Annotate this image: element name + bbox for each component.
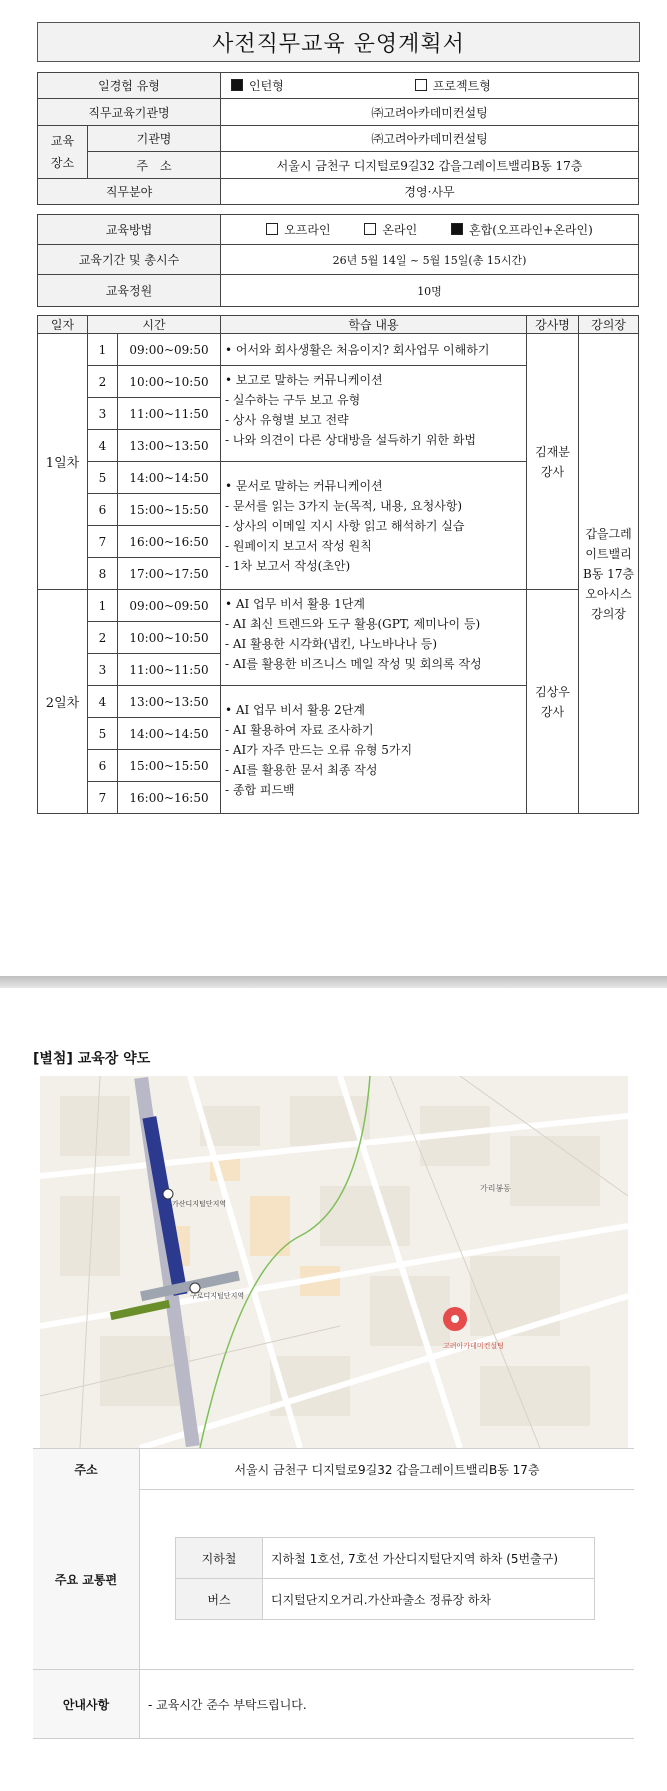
header-time: 시간 — [88, 316, 221, 334]
checked-box-icon — [451, 223, 463, 235]
address-value: 서울시 금천구 디지털로9길32 갑을그레이트밸리B동 17층 — [234, 1462, 540, 1477]
content-block: • AI 업무 비서 활용 2단계 - AI 활용하여 자료 조사하기 - AI가 자주 만드는 오류 유형 5가지 - AI를 활용한 문서 최종 작성 - 종합 피드백 — [221, 686, 527, 814]
period-time: 15:00~15:50 — [118, 494, 221, 526]
period-time: 14:00~14:50 — [118, 462, 221, 494]
type-option-project[interactable]: 프로젝트형 — [415, 77, 491, 94]
org-label: 기관명 — [88, 126, 221, 152]
header-content: 학습 내용 — [221, 316, 527, 334]
org-value: ㈜고려아카데미컨설팅 — [221, 126, 639, 152]
method-options — [221, 215, 639, 245]
period-time: 13:00~13:50 — [118, 686, 221, 718]
transit-row — [33, 1489, 634, 1670]
day2-label: 2일차 — [38, 590, 88, 814]
field-label: 직무분야 — [38, 179, 221, 205]
period-time: 10:00~10:50 — [118, 366, 221, 398]
transit-table — [175, 1537, 595, 1620]
period-value: 26년 5월 14일 ~ 5월 15일(총 15시간) — [221, 245, 639, 275]
period-number: 4 — [88, 430, 118, 462]
period-time: 17:00~17:50 — [118, 558, 221, 590]
content-block: • 보고로 말하는 커뮤니케이션 - 실수하는 구두 보고 유형 - 상사 유형별 보고 전략 - 나와 의견이 다른 상대방을 설득하기 위한 화법 — [221, 366, 527, 462]
instructor-2: 김상우 강사 — [527, 590, 579, 814]
instructor-1: 김재분 강사 — [527, 334, 579, 590]
period-number: 3 — [88, 654, 118, 686]
period-time: 11:00~11:50 — [118, 654, 221, 686]
content-block: • AI 업무 비서 활용 1단계 - AI 최신 트렌드와 도구 활용(GPT, 제미나이 등) - AI 활용한 시각화(냅킨, 나노바나나 등) - AI를 활용한 비즈니스 메일 작성 및 회의록 작성 — [221, 590, 527, 686]
attachment-page — [0, 988, 667, 1791]
capacity-value: 10명 — [221, 275, 639, 307]
schedule-table — [37, 315, 639, 814]
period-number: 1 — [88, 590, 118, 622]
address-label: 주소 — [33, 1449, 140, 1489]
station-label: 가산디지털단지역 — [172, 1200, 227, 1208]
period-number: 2 — [88, 622, 118, 654]
address-value: 서울시 금천구 디지털로9길32 갑을그레이트밸리B동 17층 — [221, 152, 639, 179]
period-number: 1 — [88, 334, 118, 366]
notice-label: 안내사항 — [33, 1670, 140, 1738]
period-time: 09:00~09:50 — [118, 334, 221, 366]
type-option-intern[interactable]: 인턴형 — [231, 77, 411, 94]
subway-label: 지하철 — [176, 1538, 263, 1579]
checked-box-icon — [231, 79, 243, 91]
type-options — [221, 73, 639, 99]
period-number: 4 — [88, 686, 118, 718]
content-block: • 어서와 회사생활은 처음이지? 회사업무 이해하기 — [221, 334, 527, 366]
header-venue: 강의장 — [579, 316, 639, 334]
marker-label: 고려아카데미컨설팅 — [443, 1342, 504, 1350]
period-number: 6 — [88, 494, 118, 526]
content-block: • 문서로 말하는 커뮤니케이션 - 문서를 읽는 3가지 눈(목적, 내용, 요청사항) - 상사의 이메일 지시 사항 읽고 해석하기 실습 - 원페이지 보고서 작성 원칙 - 1차 보고서 작성(초안) — [221, 462, 527, 590]
period-number: 5 — [88, 718, 118, 750]
unchecked-box-icon — [266, 223, 278, 235]
period-number: 6 — [88, 750, 118, 782]
period-time: 13:00~13:50 — [118, 430, 221, 462]
institution-value: ㈜고려아카데미컨설팅 — [221, 99, 639, 126]
place-label: 교육 장소 — [38, 126, 88, 179]
location-map[interactable] — [40, 1076, 628, 1448]
bus-value: 디지털단지오거리.가산파출소 정류장 하차 — [263, 1579, 595, 1620]
period-time: 10:00~10:50 — [118, 622, 221, 654]
period-number: 3 — [88, 398, 118, 430]
notice-row — [33, 1670, 634, 1739]
area-label: 가리봉동 — [480, 1184, 511, 1193]
period-time: 16:00~16:50 — [118, 782, 221, 814]
transit-label: 주요 교통편 — [33, 1489, 140, 1669]
document-title: 사전직무교육 운영계획서 — [37, 22, 640, 62]
period-time: 15:00~15:50 — [118, 750, 221, 782]
subway-value: 지하철 1호선, 7호선 가산디지털단지역 하차 (5번출구) — [263, 1538, 595, 1579]
header-day: 일자 — [38, 316, 88, 334]
field-value: 경영·사무 — [221, 179, 639, 205]
method-option-online[interactable]: 온라인 — [364, 221, 417, 238]
period-time: 16:00~16:50 — [118, 526, 221, 558]
unchecked-box-icon — [415, 79, 427, 91]
period-number: 8 — [88, 558, 118, 590]
institution-label: 직무교육기관명 — [38, 99, 221, 126]
address-label: 주 소 — [88, 152, 221, 179]
address-row — [33, 1448, 634, 1490]
method-option-blended[interactable]: 혼합(오프라인+온라인) — [451, 221, 593, 238]
venue-cell: 갑을그레 이트밸리 B동 17층 오아시스 강의장 — [579, 334, 639, 814]
method-table — [37, 214, 639, 307]
period-time: 11:00~11:50 — [118, 398, 221, 430]
attachment-title: [별첨] 교육장 약도 — [33, 1051, 151, 1067]
period-time: 14:00~14:50 — [118, 718, 221, 750]
period-number: 7 — [88, 782, 118, 814]
method-option-offline[interactable]: 오프라인 — [266, 221, 330, 238]
bus-label: 버스 — [176, 1579, 263, 1620]
header-instructor: 강사명 — [527, 316, 579, 334]
period-number: 7 — [88, 526, 118, 558]
period-number: 5 — [88, 462, 118, 494]
notice-value: - 교육시간 준수 부탁드립니다. — [148, 1697, 307, 1712]
map-graphic — [40, 1076, 628, 1448]
station-label: 구로디지털단지역 — [190, 1292, 245, 1300]
day1-label: 1일차 — [38, 334, 88, 590]
unchecked-box-icon — [364, 223, 376, 235]
page-separator — [0, 976, 667, 988]
period-label: 교육기간 및 총시수 — [38, 245, 221, 275]
capacity-label: 교육정원 — [38, 275, 221, 307]
info-table — [37, 72, 639, 205]
period-time: 09:00~09:50 — [118, 590, 221, 622]
method-label: 교육방법 — [38, 215, 221, 245]
type-label: 일경험 유형 — [38, 73, 221, 99]
period-number: 2 — [88, 366, 118, 398]
